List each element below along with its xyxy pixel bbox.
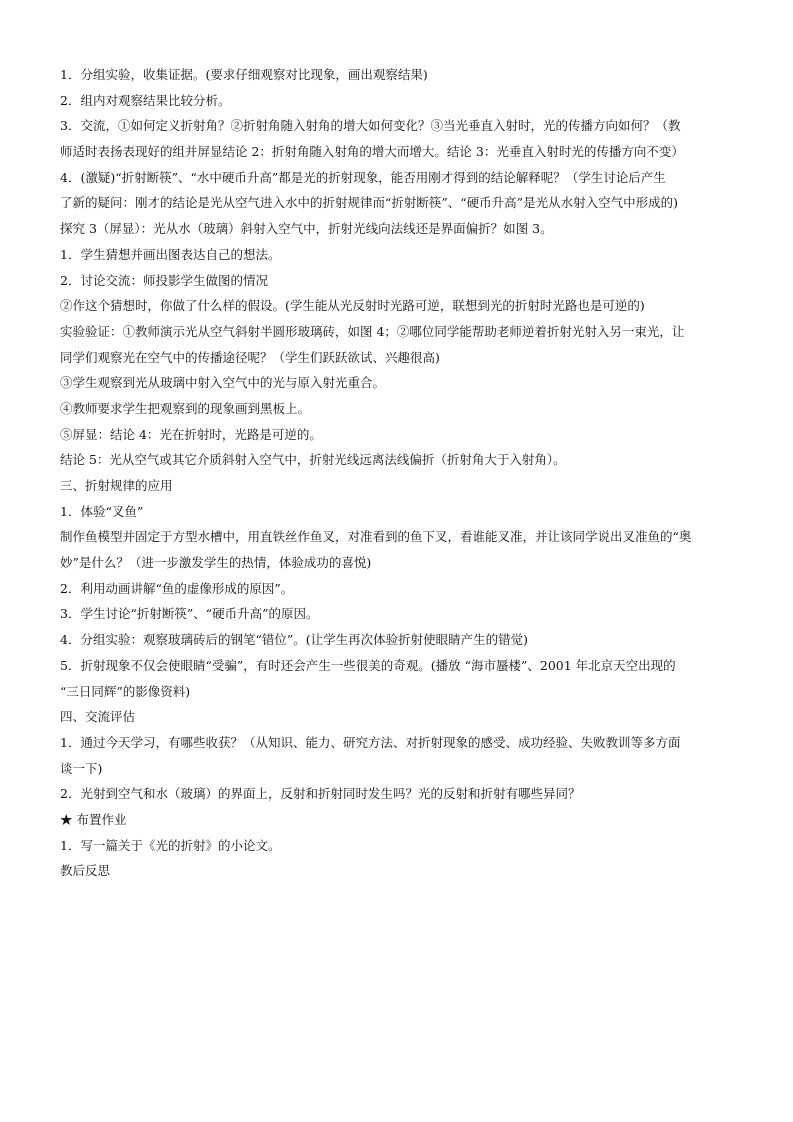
text-line: 1．学生猜想并画出图表达自己的想法。 [60, 246, 281, 262]
text-line: 实验验证：①教师演示光从空气斜射半圆形玻璃砖，如图 4；②哪位同学能帮助老师逆着折射光射入另一束光，让 [60, 323, 685, 339]
text-line: 谈一下) [60, 760, 103, 776]
text-line: 师适时表扬表现好的组并屏显结论 2：折射角随入射角的增大而增大。结论 3：光垂直入射时光的传播方向不变） [60, 144, 684, 160]
section-heading: 教后反思 [60, 863, 111, 879]
text-line: ⑤屏显：结论 4：光在折射时，光路是可逆的。 [60, 426, 322, 442]
text-line: ③学生观察到光从玻璃中射入空气中的光与原入射光重合。 [60, 375, 386, 391]
text-line: 2．讨论交流：师投影学生做图的情况 [60, 272, 268, 288]
text-line: 妙”是什么？（进一步激发学生的热情，体验成功的喜悦) [60, 555, 372, 571]
text-line: 3．交流，①如何定义折射角？②折射角随入射角的增大如何变化？③当光垂直入射时，光的传播方向如何？（教 [60, 118, 681, 134]
section-heading: 四、交流评估 [60, 709, 136, 725]
text-line: 3．学生讨论“折射断筷”、“硬币升高”的原因。 [60, 606, 319, 622]
text-line: 1．分组实验，收集证据。(要求仔细观察对比现象，画出观察结果) [60, 67, 428, 82]
text-line: 1．写一篇关于《光的折射》的小论文。 [60, 837, 281, 853]
text-line: 1．通过今天学习，有哪些收获？（从知识、能力、研究方法、对折射现象的感受、成功经验、失败教训等多方面 [60, 734, 681, 750]
document-body [60, 62, 755, 884]
text-line: 4．(激疑)“折射断筷”、“水中硬币升高”都是光的折射现象，能否用刚才得到的结论解释呢？（学生讨论后产生 [60, 169, 666, 185]
text-line: 4．分组实验：观察玻璃砖后的钢笔“错位”。(让学生再次体验折射使眼睛产生的错觉) [60, 632, 528, 648]
text-line: 同学们观察光在空气中的传播途径呢？（学生们跃跃欲试、兴趣很高) [60, 349, 440, 365]
text-line: 2．光射到空气和水（玻璃）的界面上，反射和折射同时发生吗？光的反射和折射有哪些异同？ [60, 786, 581, 802]
text-line: 1．体验“叉鱼” [60, 503, 144, 519]
text-line: ②作这个猜想时，你做了什么样的假设。(学生能从光反射时光路可逆，联想到光的折射时光路也是可逆的) [60, 298, 645, 314]
text-line: 2．利用动画讲解“鱼的虚像形成的原因”。 [60, 580, 294, 596]
text-line: 探究 3（屏显）：光从水（玻璃）斜射入空气中，折射光线向法线还是界面偏折？如图 3。 [60, 221, 553, 237]
text-line: 5．折射现象不仅会使眼睛“受骗”，有时还会产生一些很美的奇观。(播放 “海市蜃楼”、2001 年北京天空出现的 [60, 657, 676, 673]
text-line: 制作鱼模型并固定于方型水槽中，用直铁丝作鱼叉，对准看到的鱼下叉，看谁能叉准，并让该同学说出叉准鱼的“奥 [60, 529, 692, 545]
text-line: 结论 5：光从空气或其它介质斜射入空气中，折射光线远离法线偏折（折射角大于入射角）。 [60, 452, 566, 468]
text-line: ④教师要求学生把观察到的现象画到黑板上。 [60, 400, 311, 416]
section-heading: 三、折射规律的应用 [60, 478, 173, 493]
section-heading: ★ 布置作业 [60, 811, 127, 827]
text-line: 了新的疑问：刚才的结论是光从空气进入水中的折射规律而“折射断筷”、“硬币升高”是光从水射入空气中形成的) [60, 195, 678, 211]
text-line: 2．组内对观察结果比较分析。 [60, 92, 231, 108]
text-line: “三日同辉”的影像资料) [60, 683, 191, 699]
